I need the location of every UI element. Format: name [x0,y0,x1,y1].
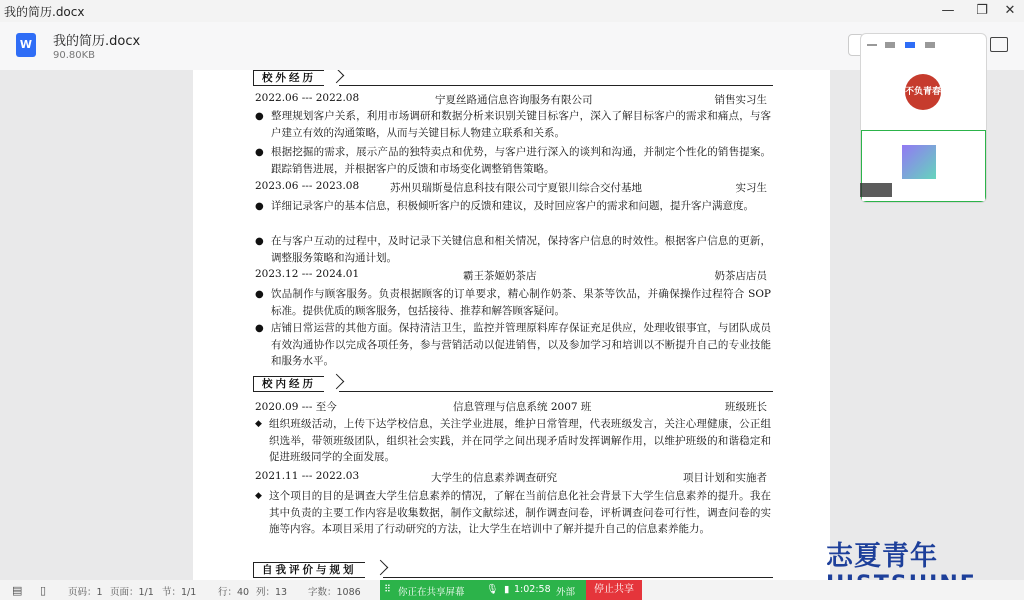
meeting-panel [860,33,987,203]
exp-bullet: 店铺日常运营的其他方面。保持清洁卫生，监控并管理原料库存保证充足供应，处理收银事宜，与团队成员有效沟通协作以完成各项任务，参与营销活动以促进销售，以及参加学习和培训以不断提升自己的专业技能和服务水平。 [271,322,771,367]
exp-date: 2022.06 --- 2022.08 [255,92,360,104]
section-title: 自我评价与规划 [253,562,365,578]
exp-org: 大学生的信息素养调查研究 [431,472,557,484]
page-count: 页面：1/1 [110,587,154,598]
exp-role: 销售实习生 [714,94,767,106]
minimize-panel-icon[interactable] [867,44,877,46]
experience-header [255,92,770,108]
bullet-icon: ● [255,111,264,122]
document-icon[interactable]: ▯ [40,584,47,597]
section-header-self [253,562,773,578]
exp-role: 班级班长 [725,401,767,413]
section-title: 校内经历 [253,376,324,392]
restore-icon[interactable]: ❐ [976,3,988,18]
exp-org: 苏州贝瑞斯曼信息科技有限公司宁夏银川综合交付基地 [390,182,642,194]
app-logo-icon [902,145,936,179]
file-name: 我的简历.docx [53,34,141,49]
word-count: 字数：1086 [308,587,361,598]
col-indicator: 列：13 [256,587,288,598]
exp-org: 信息管理与信息系统 2007 班 [453,401,592,413]
external-badge: 外部 [556,587,576,598]
experience-header [255,470,770,486]
exp-bullet: 详细记录客户的基本信息，积极倾听客户的反馈和建议，及时回应客户的需求和问题，提升客户满意度。 [271,200,754,212]
sharing-status: 你正在共享屏幕 [398,587,465,598]
close-icon[interactable]: ✕ [1004,3,1016,18]
diamond-bullet-icon: ◆ [255,419,262,429]
minimize-icon[interactable]: — [941,3,955,18]
exp-org: 霸王茶姬奶茶店 [463,270,537,282]
exp-bullet: 根据挖掘的需求，展示产品的独特卖点和优势，与客户进行深入的谈判和沟通，并制定个性化的销售提案。跟踪销售进展，并根据客户的反馈和市场变化调整销售策略。 [271,146,771,175]
exp-role: 奶茶店店员 [714,270,767,282]
exp-bullet: 组织班级活动，上传下达学校信息，关注学业进展，维护日常管理，代表班级发言，关注心理健康，公正组织选举，带领班级团队，组织社会实践，并在同学之间出现矛盾时发挥调解作用，以维护班级的和谐稳定和促进班级同学的全面发展。 [269,418,771,463]
bullet-icon: ● [255,289,264,300]
section-rule [339,85,773,86]
exp-date: 2023.12 --- 2024.01 [255,268,360,280]
document-page [193,70,830,580]
list-icon[interactable]: ▤ [12,584,23,597]
section-arrow [373,560,389,576]
section-title: 校外经历 [253,70,324,86]
exp-date: 2023.06 --- 2023.08 [255,180,360,192]
section-header-outside [253,70,773,86]
panel-toolbar [861,34,986,56]
exp-bullet: 整理规划客户关系，利用市场调研和数据分析来识别关键目标客户，深入了解目标客户的需求和痛点，与客户建立有效的沟通策略，从而与关键目标人物建立联系和关系。 [271,110,771,139]
bullet-icon: ● [255,201,264,212]
drag-handle-icon[interactable]: ⠿ [384,584,391,595]
avatar: 不负青春 [905,74,941,110]
exp-date: 2020.09 --- 至今 [255,401,337,413]
section-header-inside [253,376,773,392]
folder-icon[interactable] [990,37,1008,52]
brand-logo-text: 志夏青年 [826,541,938,572]
exp-role: 项目计划和实施者 [683,472,767,484]
bullet-icon: ● [255,236,264,247]
section-rule [339,391,773,392]
exp-role: 实习生 [735,182,767,194]
page-code: 页码：1 [68,587,103,598]
speaker-view-icon[interactable] [885,42,895,48]
experience-header [255,268,770,284]
bullet-icon: ● [255,323,264,334]
screen-share-bar [380,580,586,600]
row-indicator: 行：40 [218,587,250,598]
diamond-bullet-icon: ◆ [255,491,262,501]
word-file-icon: W [16,33,36,57]
stop-share-button[interactable]: 停止共享 [586,580,642,600]
exp-bullet: 在与客户互动的过程中，及时记录下关键信息和相关情况，保持客户信息的时效性。根据客户信息的更新，调整服务策略和沟通计划。 [271,235,771,264]
signal-icon: ▮ [504,584,510,595]
list-view-icon[interactable] [905,42,915,48]
experience-header [255,399,770,415]
blurred-region [860,183,892,197]
grid-view-icon[interactable] [925,42,935,48]
exp-bullet: 这个项目的目的是调查大学生信息素养的情况，了解在当前信息化社会背景下大学生信息素养的提升。我在其中负责的主要工作内容是收集数据，制作文献综述，制作调查问卷，评析调查问卷可行性，调查问卷的实施等内容。本项目采用了行动研究的方法，让大学生在培训中了解并提升自己的信息素养能力。 [269,490,771,535]
experience-header [255,180,770,196]
exp-date: 2021.11 --- 2022.03 [255,470,360,482]
window-title: 我的简历.docx [4,5,85,19]
file-size: 90.80KB [53,50,96,61]
section-arrow [329,374,345,390]
section-rule [383,577,773,578]
mic-icon[interactable]: 🎙 [486,584,499,595]
section-count: 节：1/1 [162,587,197,598]
exp-bullet: 饮品制作与顾客服务。负责根据顾客的订单要求，精心制作奶茶、果茶等饮品，并确保操作过程符合 SOP 标准。提供优质的顾客服务，包括接待、推荐和解答顾客疑问。 [271,288,771,317]
share-timer: 1:02:58 [514,584,551,595]
section-arrow [329,70,345,83]
title-bar [0,0,1024,22]
exp-org: 宁夏丝路通信息咨询服务有限公司 [435,94,593,106]
bullet-icon: ● [255,147,264,158]
